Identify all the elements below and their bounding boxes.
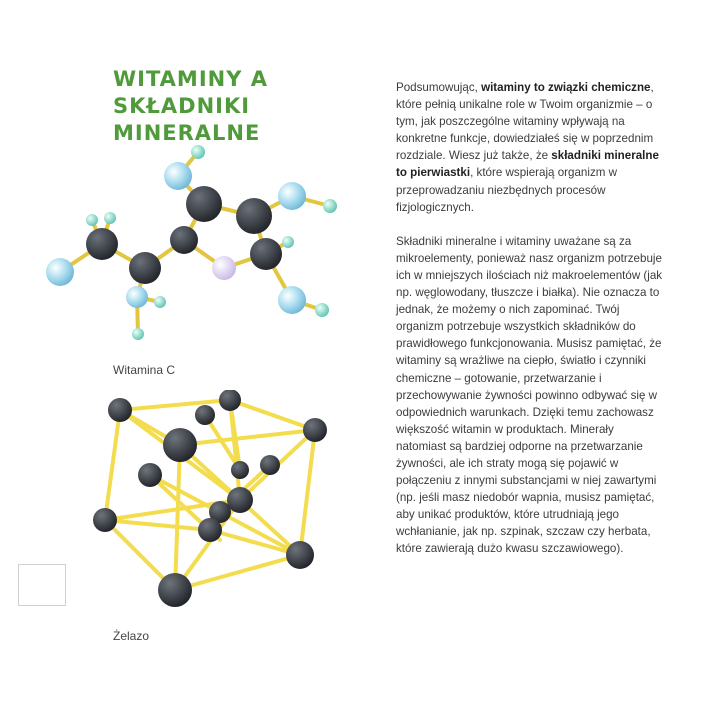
iron-lattice-image bbox=[90, 390, 330, 620]
image-placeholder-frame bbox=[18, 564, 66, 606]
paragraph-summary: Podsumowując, witaminy to związki chemiczne, które pełnią unikalne role w Twoim organizmie – o tym, jak poszczególne witaminy wpływają na konkretne funkcje, dowiedziałeś się w poprzednim rozdziale. Wiesz już także, że składniki mineralne to pierwiastki, które wspierają organizm w przeprowadzaniu niezbędnych procesów fizjologicznych. bbox=[396, 81, 659, 214]
bold-phrase-vitamins: witaminy to związki chemiczne bbox=[481, 81, 651, 94]
iron-caption: Żelazo bbox=[113, 629, 150, 643]
body-text-column bbox=[396, 79, 666, 558]
vitamin-c-molecule-image bbox=[40, 140, 340, 350]
paragraph-micronutrients: Składniki mineralne i witaminy uważane są za mikroelementy, ponieważ nasz organizm potrzebuje ich w mniejszych ilościach niż makroelementów (jak np. węglowodany, tłuszcze i białka). Nie oznacza to jednak, że możemy o nich zapominać. Twój organizm potrzebuje wszystkich składników do prawidłowego funkcjonowania. Musisz pamiętać, że witaminy są wrażliwe na ciepło, światło i czynniki chemiczne – gotowanie, przetwarzanie i przechowywanie żywności powinno odbywać się w odpowiednich warunkach. Dzięki temu zachowasz większość witamin w produktach. Minerały natomiast są bardziej odporne na przetwarzanie żywności, ale ich straty mogą się pojawić w połączeniu z innymi substancjami w niej zawartymi (np. jeśli masz niedobór wapnia, musisz pamiętać, aby unikać produktów, które utrudniają jego wchłanianie, jak np. szpinak, szczaw czy herbata, które zawierają dużo kwasu szczawiowego). bbox=[396, 234, 663, 556]
heading-line-1: WITAMINY A SKŁADNIKI bbox=[113, 67, 268, 118]
vitamin-c-caption: Witamina C bbox=[113, 363, 176, 377]
bold-phrase-minerals: składniki mineralne to pierwiastki bbox=[396, 149, 659, 180]
section-heading bbox=[113, 66, 363, 147]
heading-line-2: MINERALNE bbox=[113, 121, 261, 145]
